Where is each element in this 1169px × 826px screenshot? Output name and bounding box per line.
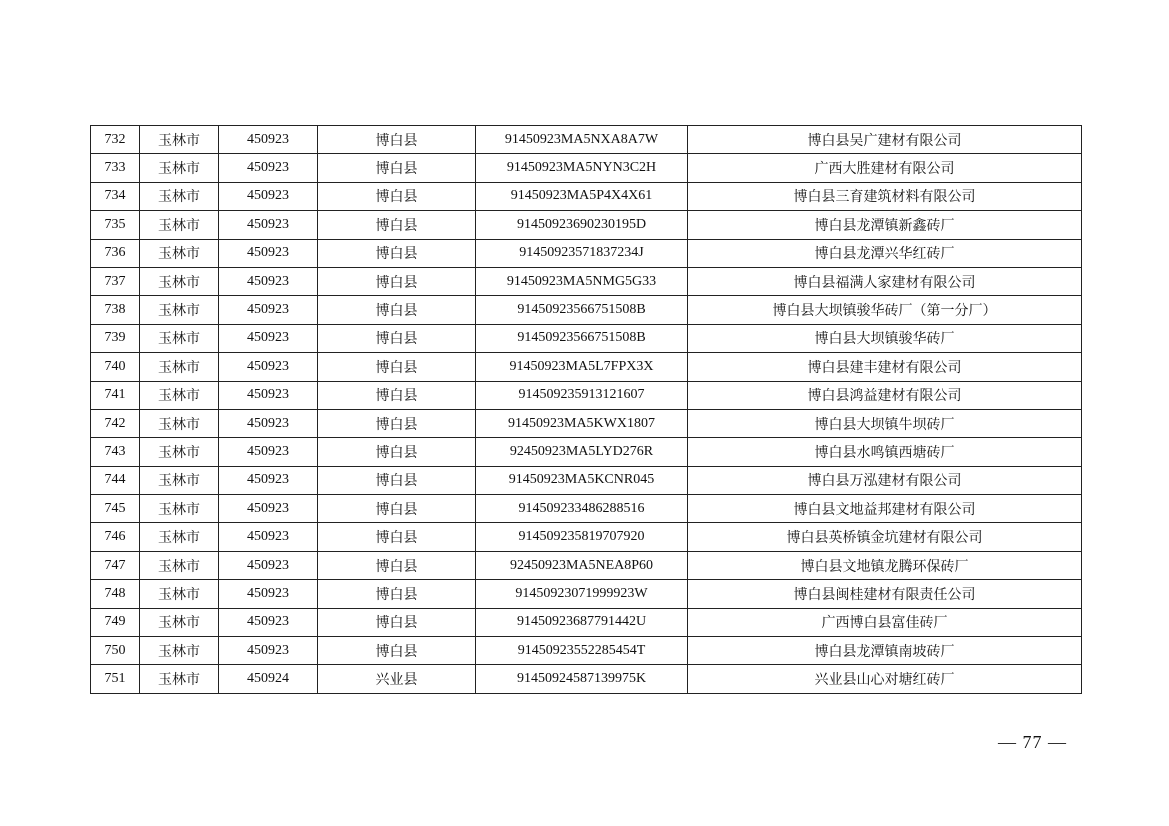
- city-cell: 玉林市: [140, 324, 219, 352]
- company-name-cell: 博白县龙潭镇南坡砖厂: [688, 637, 1082, 665]
- region-code-cell: 450923: [219, 637, 318, 665]
- credit-code-cell: 914509235913121607: [476, 381, 688, 409]
- table-row: [91, 466, 1082, 494]
- credit-code-cell: 91450923MA5NMG5G33: [476, 267, 688, 295]
- county-cell: 博白县: [318, 551, 476, 579]
- table-row: [91, 182, 1082, 210]
- city-cell: 玉林市: [140, 239, 219, 267]
- county-cell: 博白县: [318, 637, 476, 665]
- region-code-cell: 450923: [219, 353, 318, 381]
- row-number: 749: [91, 608, 140, 636]
- city-cell: 玉林市: [140, 182, 219, 210]
- credit-code-cell: 91450923552285454T: [476, 637, 688, 665]
- region-code-cell: 450923: [219, 324, 318, 352]
- region-code-cell: 450923: [219, 438, 318, 466]
- table-row: [91, 580, 1082, 608]
- table-row: [91, 154, 1082, 182]
- region-code-cell: 450923: [219, 267, 318, 295]
- city-cell: 玉林市: [140, 608, 219, 636]
- region-code-cell: 450923: [219, 523, 318, 551]
- credit-code-cell: 91450924587139975K: [476, 665, 688, 693]
- company-name-cell: 博白县万泓建材有限公司: [688, 466, 1082, 494]
- company-name-cell: 博白县文地镇龙腾环保砖厂: [688, 551, 1082, 579]
- credit-code-cell: 91450923MA5P4X4X61: [476, 182, 688, 210]
- table-row: [91, 267, 1082, 295]
- company-name-cell: 博白县大坝镇牛坝砖厂: [688, 409, 1082, 437]
- region-code-cell: 450923: [219, 580, 318, 608]
- table-row: [91, 126, 1082, 154]
- credit-code-cell: 91450923690230195D: [476, 211, 688, 239]
- company-name-cell: 博白县建丰建材有限公司: [688, 353, 1082, 381]
- city-cell: 玉林市: [140, 580, 219, 608]
- company-name-cell: 博白县水鸣镇西塘砖厂: [688, 438, 1082, 466]
- table-row: [91, 608, 1082, 636]
- region-code-cell: 450923: [219, 608, 318, 636]
- county-cell: 博白县: [318, 608, 476, 636]
- credit-code-cell: 91450923071999923W: [476, 580, 688, 608]
- credit-code-cell: 91450923MA5L7FPX3X: [476, 353, 688, 381]
- table-row: [91, 551, 1082, 579]
- row-number: 747: [91, 551, 140, 579]
- county-cell: 博白县: [318, 182, 476, 210]
- city-cell: 玉林市: [140, 665, 219, 693]
- row-number: 741: [91, 381, 140, 409]
- company-name-cell: 博白县龙潭兴华红砖厂: [688, 239, 1082, 267]
- company-name-cell: 博白县福满人家建材有限公司: [688, 267, 1082, 295]
- city-cell: 玉林市: [140, 154, 219, 182]
- company-name-cell: 博白县文地益邦建材有限公司: [688, 495, 1082, 523]
- region-code-cell: 450923: [219, 211, 318, 239]
- region-code-cell: 450923: [219, 409, 318, 437]
- county-cell: 博白县: [318, 409, 476, 437]
- credit-code-cell: 91450923MA5KWX1807: [476, 409, 688, 437]
- county-cell: 博白县: [318, 438, 476, 466]
- region-code-cell: 450923: [219, 296, 318, 324]
- county-cell: 博白县: [318, 523, 476, 551]
- table-row: [91, 324, 1082, 352]
- row-number: 733: [91, 154, 140, 182]
- region-code-cell: 450924: [219, 665, 318, 693]
- company-name-cell: 博白县大坝镇骏华砖厂（第一分厂）: [688, 296, 1082, 324]
- county-cell: 博白县: [318, 239, 476, 267]
- county-cell: 博白县: [318, 267, 476, 295]
- table-row: [91, 353, 1082, 381]
- city-cell: 玉林市: [140, 296, 219, 324]
- company-name-cell: 广西博白县富佳砖厂: [688, 608, 1082, 636]
- credit-code-cell: 92450923MA5NEA8P60: [476, 551, 688, 579]
- row-number: 732: [91, 126, 140, 154]
- row-number: 743: [91, 438, 140, 466]
- city-cell: 玉林市: [140, 126, 219, 154]
- company-name-cell: 博白县鸿益建材有限公司: [688, 381, 1082, 409]
- region-code-cell: 450923: [219, 126, 318, 154]
- county-cell: 博白县: [318, 126, 476, 154]
- company-name-cell: 博白县龙潭镇新鑫砖厂: [688, 211, 1082, 239]
- credit-code-cell: 91450923566751508B: [476, 296, 688, 324]
- row-number: 744: [91, 466, 140, 494]
- city-cell: 玉林市: [140, 381, 219, 409]
- table-row: [91, 409, 1082, 437]
- table-row: [91, 296, 1082, 324]
- credit-code-cell: 91450923MA5NXA8A7W: [476, 126, 688, 154]
- region-code-cell: 450923: [219, 381, 318, 409]
- row-number: 742: [91, 409, 140, 437]
- row-number: 738: [91, 296, 140, 324]
- company-name-cell: 博白县英桥镇金坑建材有限公司: [688, 523, 1082, 551]
- region-code-cell: 450923: [219, 466, 318, 494]
- city-cell: 玉林市: [140, 466, 219, 494]
- company-table: [90, 125, 1082, 694]
- credit-code-cell: 92450923MA5LYD276R: [476, 438, 688, 466]
- table-row: [91, 211, 1082, 239]
- county-cell: 博白县: [318, 381, 476, 409]
- table-row: [91, 637, 1082, 665]
- city-cell: 玉林市: [140, 353, 219, 381]
- table-row: [91, 665, 1082, 693]
- county-cell: 博白县: [318, 466, 476, 494]
- row-number: 746: [91, 523, 140, 551]
- row-number: 737: [91, 267, 140, 295]
- city-cell: 玉林市: [140, 495, 219, 523]
- credit-code-cell: 91450923MA5KCNR045: [476, 466, 688, 494]
- row-number: 740: [91, 353, 140, 381]
- credit-code-cell: 914509235819707920: [476, 523, 688, 551]
- table-row: [91, 239, 1082, 267]
- credit-code-cell: 91450923687791442U: [476, 608, 688, 636]
- region-code-cell: 450923: [219, 551, 318, 579]
- county-cell: 博白县: [318, 211, 476, 239]
- table-row: [91, 438, 1082, 466]
- region-code-cell: 450923: [219, 182, 318, 210]
- table-row: [91, 523, 1082, 551]
- county-cell: 博白县: [318, 353, 476, 381]
- row-number: 736: [91, 239, 140, 267]
- company-name-cell: 广西大胜建材有限公司: [688, 154, 1082, 182]
- company-name-cell: 博白县吴广建材有限公司: [688, 126, 1082, 154]
- county-cell: 博白县: [318, 495, 476, 523]
- company-table-body: [91, 126, 1082, 694]
- credit-code-cell: 91450923MA5NYN3C2H: [476, 154, 688, 182]
- company-name-cell: 博白县三育建筑材料有限公司: [688, 182, 1082, 210]
- city-cell: 玉林市: [140, 211, 219, 239]
- company-name-cell: 博白县闽桂建材有限责任公司: [688, 580, 1082, 608]
- region-code-cell: 450923: [219, 495, 318, 523]
- county-cell: 兴业县: [318, 665, 476, 693]
- page-number: — 77 —: [998, 732, 1067, 752]
- row-number: 739: [91, 324, 140, 352]
- city-cell: 玉林市: [140, 637, 219, 665]
- row-number: 735: [91, 211, 140, 239]
- county-cell: 博白县: [318, 154, 476, 182]
- row-number: 750: [91, 637, 140, 665]
- county-cell: 博白县: [318, 580, 476, 608]
- row-number: 748: [91, 580, 140, 608]
- row-number: 751: [91, 665, 140, 693]
- credit-code-cell: 914509233486288516: [476, 495, 688, 523]
- credit-code-cell: 91450923566751508B: [476, 324, 688, 352]
- company-name-cell: 兴业县山心对塘红砖厂: [688, 665, 1082, 693]
- city-cell: 玉林市: [140, 523, 219, 551]
- county-cell: 博白县: [318, 296, 476, 324]
- city-cell: 玉林市: [140, 267, 219, 295]
- city-cell: 玉林市: [140, 551, 219, 579]
- region-code-cell: 450923: [219, 154, 318, 182]
- table-row: [91, 381, 1082, 409]
- row-number: 745: [91, 495, 140, 523]
- county-cell: 博白县: [318, 324, 476, 352]
- city-cell: 玉林市: [140, 438, 219, 466]
- city-cell: 玉林市: [140, 409, 219, 437]
- row-number: 734: [91, 182, 140, 210]
- region-code-cell: 450923: [219, 239, 318, 267]
- credit-code-cell: 91450923571837234J: [476, 239, 688, 267]
- company-name-cell: 博白县大坝镇骏华砖厂: [688, 324, 1082, 352]
- table-row: [91, 495, 1082, 523]
